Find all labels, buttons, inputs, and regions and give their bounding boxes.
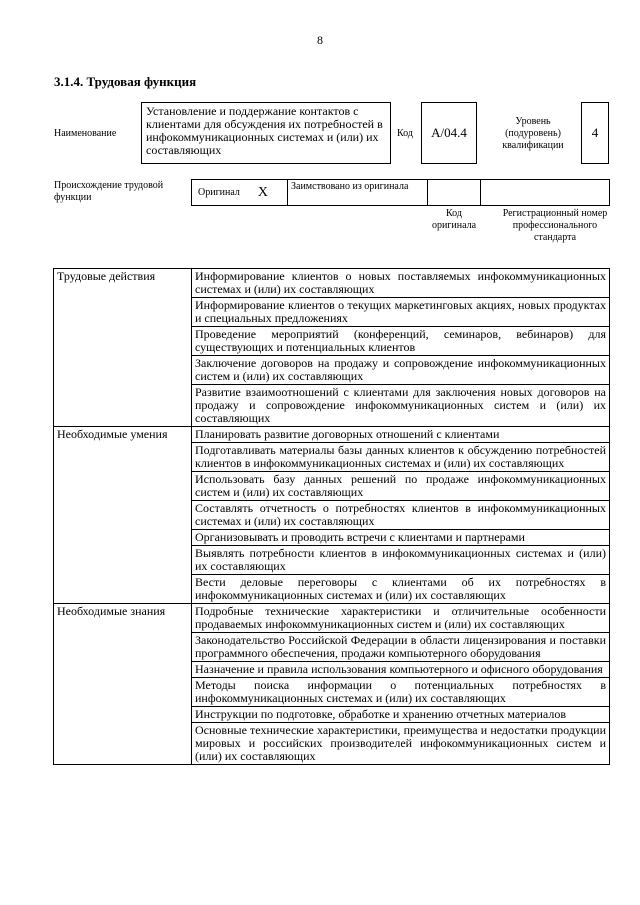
- borrowed-label: Заимствовано из оригинала: [291, 181, 409, 192]
- function-name-box: Установление и поддержание контактов с клиентами для обсуждения их потребностей в инфокоммуникационных системах и (или) их составляющих: [141, 102, 391, 164]
- item-cell: Выявлять потребности клиентов в инфокоммуникационных системах и (или) их составляющих: [192, 546, 610, 575]
- original-mark: X: [257, 184, 269, 200]
- reg-number-cell: [480, 179, 610, 206]
- category-cell: Необходимые знания: [54, 604, 192, 765]
- code-original-label: Код оригинала: [431, 208, 477, 231]
- item-cell: Подготавливать материалы базы данных клиентов к обсуждению потребностей клиентов в инфокоммуникационных системах и (или) их составляющих: [192, 443, 610, 472]
- section-title: 3.1.4. Трудовая функция: [54, 74, 197, 89]
- table-row: [54, 604, 610, 633]
- table-row: [54, 269, 610, 298]
- item-cell: Вести деловые переговоры с клиентами об их потребностях в инфокоммуникационных системах и (или) их составляющих: [192, 575, 610, 604]
- item-cell: Основные технические характеристики, преимущества и недостатки продукции мировых и российских производителей инфокоммуникационных систем и (или) их составляющих: [192, 723, 610, 765]
- labor-function-table: [53, 268, 610, 765]
- item-cell: Законодательство Российской Федерации в области лицензирования и поставки программного обеспечения, продажи компьютерного оборудования: [192, 633, 610, 662]
- item-cell: Подробные технические характеристики и отличительные особенности продаваемых инфокоммуникационных систем и (или) их составляющих: [192, 604, 610, 633]
- original-cell: [191, 179, 288, 206]
- item-cell: Планировать развитие договорных отношений с клиентами: [192, 427, 610, 443]
- code-label: Код: [397, 128, 413, 139]
- original-label: Оригинал: [198, 186, 240, 198]
- level-label: Уровень (подуровень) квалификации: [502, 116, 564, 151]
- item-cell: Составлять отчетность о потребностях клиентов в инфокоммуникационных системах и (или) их составляющих: [192, 501, 610, 530]
- category-cell: Трудовые действия: [54, 269, 192, 427]
- item-cell: Инструкции по подготовке, обработке и хранению отчетных материалов: [192, 707, 610, 723]
- item-cell: Использовать базу данных решений по продаже инфокоммуникационных систем и (или) их составляющих: [192, 472, 610, 501]
- origin-label: Происхождение трудовой функции: [54, 180, 164, 203]
- reg-number-label: Регистрационный номер профессионального стандарта: [502, 208, 608, 243]
- item-cell: Методы поиска информации о потенциальных потребностях в инфокоммуникационных системах и (или) их составляющих: [192, 678, 610, 707]
- item-cell: Проведение мероприятий (конференций, семинаров, вебинаров) для существующих и потенциальных клиентов: [192, 327, 610, 356]
- item-cell: Организовывать и проводить встречи с клиентами и партнерами: [192, 530, 610, 546]
- level-value-box: 4: [581, 102, 609, 164]
- item-cell: Информирование клиентов о новых поставляемых инфокоммуникационных системах и (или) их составляющих: [192, 269, 610, 298]
- borrowed-cell: [287, 179, 428, 206]
- item-cell: Развитие взаимоотношений с клиентами для заключения новых договоров на продажу и сопровождение инфокоммуникационных систем и (или) их составляющих: [192, 385, 610, 427]
- item-cell: Заключение договоров на продажу и сопровождение инфокоммуникационных систем и (или) их составляющих: [192, 356, 610, 385]
- function-code-box: A/04.4: [421, 102, 477, 164]
- page-number: 8: [317, 33, 323, 47]
- category-cell: Необходимые умения: [54, 427, 192, 604]
- code-original-cell: [427, 179, 481, 206]
- item-cell: Назначение и правила использования компьютерного и офисного оборудования: [192, 662, 610, 678]
- table-row: [54, 427, 610, 443]
- name-label: Наименование: [54, 128, 117, 139]
- item-cell: Информирование клиентов о текущих маркетинговых акциях, новых продуктах и специальных предложениях: [192, 298, 610, 327]
